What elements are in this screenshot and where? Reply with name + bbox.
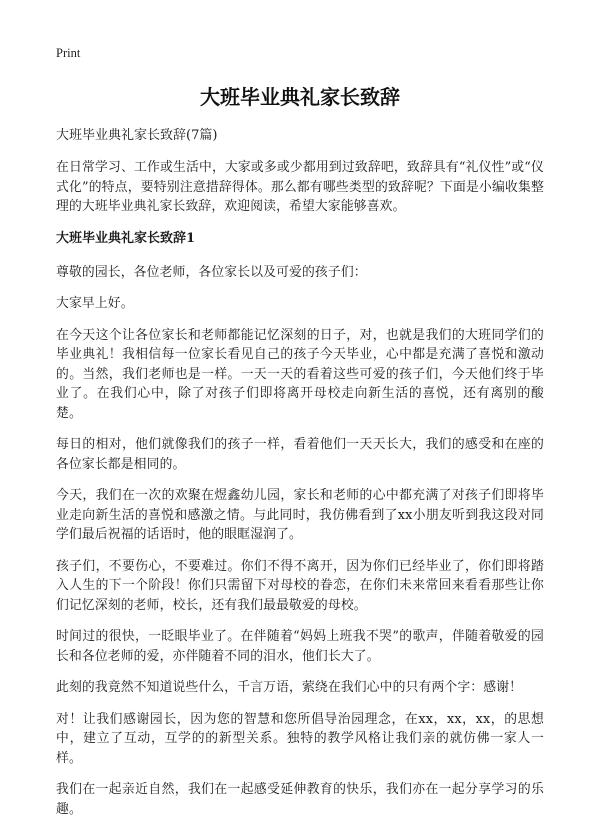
body-paragraph-2: 大家早上好。 [56,296,134,311]
body-paragraph-1: 尊敬的园长，各位老师，各位家长以及可爱的孩子们： [56,264,367,280]
document-title: 大班毕业典礼家长致辞 [200,85,400,109]
body-paragraph-8: 此刻的我竟然不知道说些什么，千言万语，萦绕在我们心中的只有两个字：感谢！ [56,680,523,695]
document-subtitle: 大班毕业典礼家长致辞(7篇) [56,128,218,143]
body-paragraph-6: 孩子们，不要伤心，不要难过。你们不得不离开，因为你们已经毕业了，你们即将踏入人生的下一个阶段！你们只需留下对母校的眷恋，在你们未来常回来看看那些让你们记忆深刻的老师，校长，还有我们最最敬爱的母校。 [56,558,544,613]
body-paragraph-7: 时间过的很快，一眨眼毕业了。在伴随着“妈妈上班我不哭”的歌声，伴随着敬爱的园长和各位老师的爱，亦伴随着不同的泪水，他们长大了。 [56,629,544,664]
body-paragraph-5: 今天，我们在一次的欢聚在煜鑫幼儿园，家长和老师的心中都充满了对孩子们即将毕业走向新生活的喜悦和感激之情。与此同时，我仿佛看到了xx小朋友听到我这段对同学们最后祝福的话语时，他的眼眶湿润了。 [56,488,544,542]
body-paragraph-10: 我们在一起亲近自然，我们在一起感受延伸教育的快乐，我们亦在一起分享学习的乐趣。 [56,782,544,817]
intro-paragraph: 在日常学习、工作或生活中，大家或多或少都用到过致辞吧，致辞具有“礼仪性”或“仪式化”的特点，要特别注意措辞得体。那么都有哪些类型的致辞呢？下面是小编收集整理的大班毕业典礼家长致辞，欢迎阅读，希望大家能够喜欢。 [56,160,544,214]
section-heading: 大班毕业典礼家长致辞1 [56,230,196,246]
body-paragraph-9: 对！让我们感谢园长，因为您的智慧和您所倡导治园理念，在xx，xx，xx，的思想中，建立了互动，互学的的新型关系。独特的教学风格让我们亲的就仿佛一家人一样。 [56,711,544,766]
body-paragraph-3: 在今天这个让各位家长和老师都能记忆深刻的日子，对，也就是我们的大班同学们的毕业典礼！我相信每一位家长看见自己的孩子今天毕业，心中都是充满了喜悦和激动的。当然，我们老师也是一样。一天一天的看着这些可爱的孩子们，今天他们终于毕业了。在我们心中，除了对孩子们即将离开母校走向新生活的喜悦，还有离别的酸楚。 [56,327,544,421]
body-paragraph-4: 每日的相对，他们就像我们的孩子一样，看着他们一天天长大，我们的感受和在座的各位家长都是相同的。 [56,437,544,472]
print-link[interactable]: Print [56,46,81,60]
